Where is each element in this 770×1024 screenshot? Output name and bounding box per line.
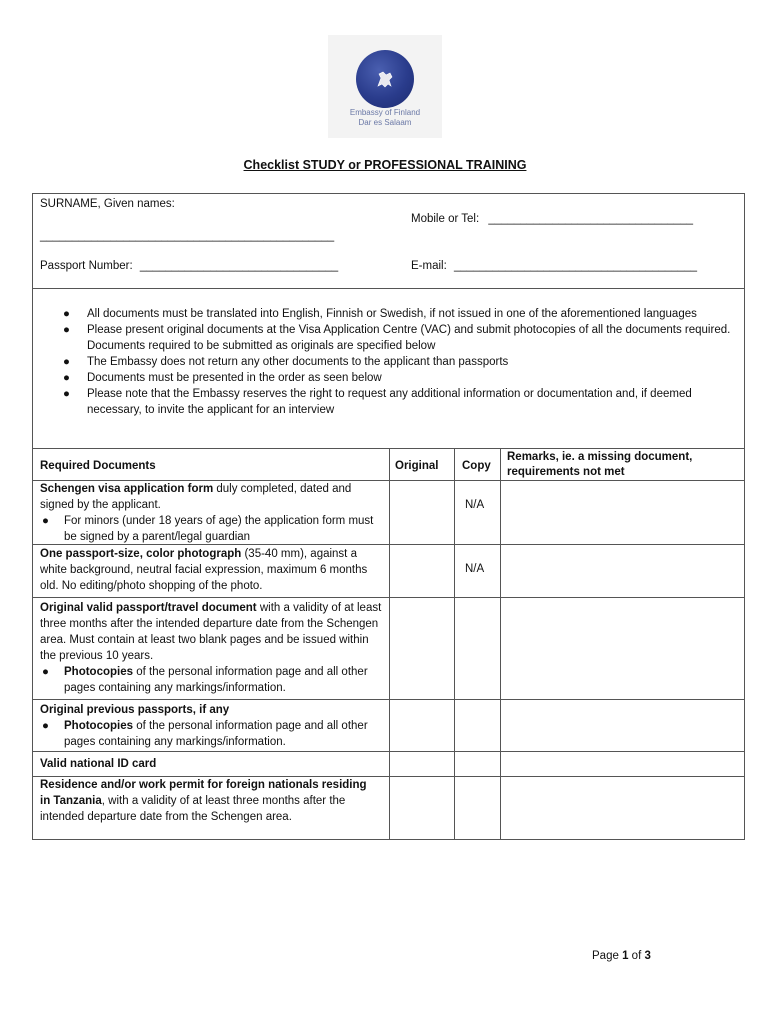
passport-row xyxy=(40,258,338,274)
note-item: ● Please note that the Embassy reserves the right to request any additional information or documentation and, if deemed necessary, to invite the applicant for an interview xyxy=(63,388,692,416)
row-divider xyxy=(33,751,744,752)
coat-of-arms-emblem xyxy=(356,50,414,108)
mobile-row xyxy=(411,211,693,227)
table-row: Original previous passports, if any ● Photocopies of the personal information page and all other pages containing any markings/information. xyxy=(40,704,368,748)
note-item: ● All documents must be translated into English, Finnish or Swedish, if not issued in one of the aforementioned languages xyxy=(63,308,697,320)
header-required-documents: Required Documents xyxy=(40,460,156,472)
mobile-label: Mobile or Tel: xyxy=(411,213,480,225)
copy-na: N/A xyxy=(465,499,485,511)
logo-line-1: Embassy of Finland xyxy=(349,108,421,117)
column-divider xyxy=(389,448,390,839)
surname-label: SURNAME, Given names: xyxy=(40,198,175,210)
table-row: Original valid passport/travel document with a validity of at least three months after the intended departure date from the Schengen area. Must contain at least two blank pages and be issued within the previous 10 years. ● Photocopies of the personal information page and all other pages containing any markings/information. xyxy=(40,602,382,694)
table-row: Valid national ID card xyxy=(40,758,157,770)
header-copy: Copy xyxy=(462,460,491,472)
header-remarks: Remarks, ie. a missing document, requirements not met xyxy=(507,451,693,478)
row-divider xyxy=(33,699,744,700)
notes-list xyxy=(63,306,743,418)
note-item: ● Please present original documents at the Visa Application Centre (VAC) and submit photocopies of all the documents required. Documents required to be submitted as originals are specified below xyxy=(63,324,731,352)
email-field[interactable]: ______________________________________ xyxy=(453,260,698,272)
copy-na: N/A xyxy=(465,563,485,575)
email-label: E-mail: xyxy=(411,260,447,272)
lion-icon xyxy=(356,50,414,108)
row-divider xyxy=(33,597,744,598)
passport-number-field[interactable]: _______________________________ xyxy=(139,260,339,272)
surname-field[interactable]: ______________________________________________ xyxy=(40,230,335,242)
divider xyxy=(33,288,744,289)
passport-number-label: Passport Number: xyxy=(40,260,133,272)
document-title: Checklist STUDY or PROFESSIONAL TRAINING xyxy=(243,158,527,172)
logo-line-2: Dar es Salaam xyxy=(358,118,412,127)
checklist-form xyxy=(32,193,745,840)
embassy-logo xyxy=(328,35,442,138)
header-original: Original xyxy=(395,460,439,472)
column-divider xyxy=(454,448,455,839)
table-row: Schengen visa application form duly completed, dated and signed by the applicant. ● For minors (under 18 years of age) the application form must be signed by a parent/legal guardian xyxy=(40,483,374,543)
page-number: Page 1 of 3 xyxy=(592,950,651,962)
note-item: ● Documents must be presented in the order as seen below xyxy=(63,372,382,384)
table-row: Residence and/or work permit for foreign nationals residing in Tanzania, with a validity of at least three months after the intended departure date from the Schengen area. xyxy=(40,779,367,823)
column-divider xyxy=(500,448,501,839)
note-item: ● The Embassy does not return any other documents to the applicant than passports xyxy=(63,356,509,368)
table-row: One passport-size, color photograph (35-40 mm), against a white background, neutral facial expression, maximum 6 months old. No editing/photo shopping of the photo. xyxy=(40,548,368,592)
mobile-field[interactable]: ________________________________ xyxy=(488,213,694,225)
email-row xyxy=(411,258,697,274)
